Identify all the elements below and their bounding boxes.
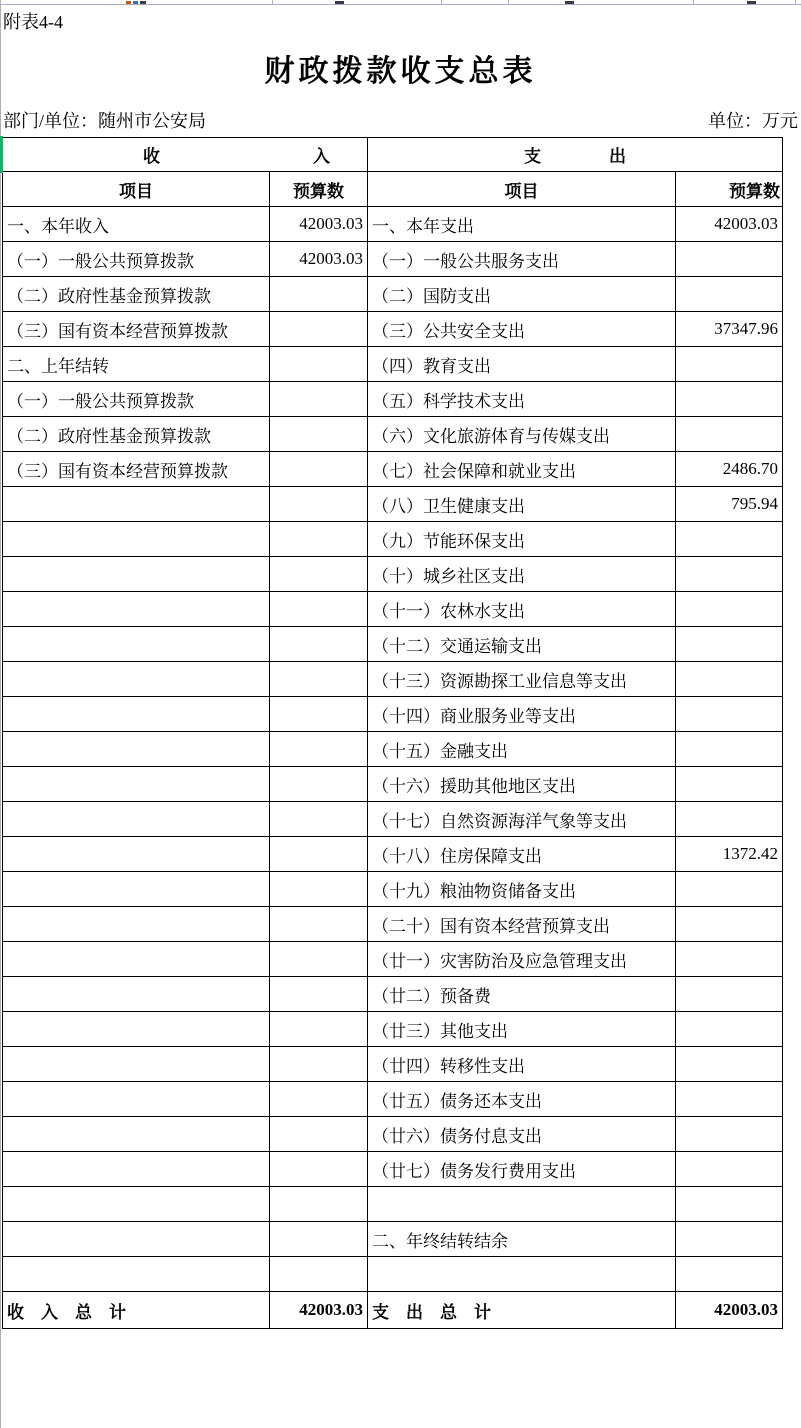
expense-value-cell[interactable]: 795.94 [676, 487, 782, 522]
expense-item-cell[interactable]: （十五）金融支出 [368, 732, 676, 767]
income-item-cell[interactable] [3, 627, 270, 662]
gridline-tick [272, 0, 273, 5]
expense-item-cell[interactable]: （十一）农林水支出 [368, 592, 676, 627]
expense-value-cell[interactable] [676, 347, 782, 382]
expense-item-cell[interactable]: （十二）交通运输支出 [368, 627, 676, 662]
expense-item-cell[interactable] [368, 1187, 676, 1222]
expense-item-cell[interactable]: （十八）住房保障支出 [368, 837, 676, 872]
income-value-cell[interactable] [270, 1222, 368, 1257]
expense-value-cell[interactable]: 42003.03 [676, 207, 782, 242]
income-value-cell[interactable] [270, 907, 368, 942]
income-item-cell[interactable] [3, 1012, 270, 1047]
expense-item-cell[interactable]: （廿三）其他支出 [368, 1012, 676, 1047]
expense-value-cell[interactable] [676, 557, 782, 592]
income-value-cell[interactable] [270, 522, 368, 557]
expense-value-cell[interactable] [676, 1187, 782, 1222]
expense-item-cell[interactable]: （十三）资源勘探工业信息等支出 [368, 662, 676, 697]
expense-value-cell[interactable] [676, 1082, 782, 1117]
income-item-cell[interactable] [3, 872, 270, 907]
expense-item-cell[interactable]: （十）城乡社区支出 [368, 557, 676, 592]
income-item-cell[interactable] [3, 662, 270, 697]
income-item-cell[interactable] [3, 1222, 270, 1257]
expense-item-cell[interactable] [368, 1257, 676, 1292]
income-value-cell[interactable] [270, 977, 368, 1012]
expense-value-cell[interactable] [676, 1257, 782, 1292]
expense-value-cell[interactable] [676, 907, 782, 942]
income-item-cell[interactable]: （一）一般公共预算拨款 [3, 382, 270, 417]
income-budget-column-header[interactable]: 预算数 [270, 172, 368, 207]
expense-value-cell[interactable] [676, 382, 782, 417]
budget-table [2, 137, 783, 1329]
expense-item-cell[interactable]: （十六）援助其他地区支出 [368, 767, 676, 802]
currency-unit-label[interactable]: 单位：万元 [708, 111, 798, 131]
expense-value-cell[interactable] [676, 242, 782, 277]
gridline-tick [795, 0, 796, 5]
active-cell-indicator [0, 136, 3, 173]
expense-total-label-cell[interactable]: 支 出 总 计 [368, 1292, 676, 1328]
income-total-value-cell[interactable]: 42003.03 [270, 1292, 368, 1328]
expense-item-cell[interactable]: （廿六）债务付息支出 [368, 1117, 676, 1152]
income-value-cell[interactable] [270, 767, 368, 802]
expense-item-cell[interactable]: （一）一般公共服务支出 [368, 242, 676, 277]
income-value-cell[interactable] [270, 417, 368, 452]
expense-value-cell[interactable] [676, 522, 782, 557]
income-item-cell[interactable] [3, 1187, 270, 1222]
expense-value-cell[interactable] [676, 977, 782, 1012]
income-item-cell[interactable] [3, 1257, 270, 1292]
text-fragment [133, 1, 138, 4]
expense-value-cell[interactable] [676, 942, 782, 977]
text-fragment [140, 1, 146, 4]
income-item-cell[interactable] [3, 977, 270, 1012]
income-value-cell[interactable]: 42003.03 [270, 207, 368, 242]
income-value-cell[interactable] [270, 1152, 368, 1187]
expense-value-cell[interactable] [676, 1152, 782, 1187]
income-section-header[interactable]: 收 入 [3, 138, 368, 172]
expense-section-header[interactable]: 支 出 [368, 138, 782, 172]
income-value-cell[interactable] [270, 382, 368, 417]
expense-value-cell[interactable] [676, 592, 782, 627]
report-title[interactable]: 财政拨款收支总表 [264, 55, 537, 88]
income-value-cell[interactable] [270, 1187, 368, 1222]
income-value-cell[interactable] [270, 697, 368, 732]
income-value-cell[interactable] [270, 627, 368, 662]
gridline-tick [508, 0, 509, 5]
expense-item-cell[interactable]: （廿二）预备费 [368, 977, 676, 1012]
income-value-cell[interactable] [270, 942, 368, 977]
left-gridline [0, 0, 1, 1428]
expense-value-cell[interactable] [676, 1222, 782, 1257]
income-value-cell[interactable] [270, 732, 368, 767]
income-value-cell[interactable] [270, 802, 368, 837]
expense-value-cell[interactable] [676, 732, 782, 767]
expense-value-cell[interactable] [676, 767, 782, 802]
income-value-cell[interactable] [270, 347, 368, 382]
income-value-cell[interactable] [270, 1082, 368, 1117]
expense-item-cell[interactable]: （廿四）转移性支出 [368, 1047, 676, 1082]
income-value-cell[interactable] [270, 872, 368, 907]
income-item-cell[interactable] [3, 1047, 270, 1082]
expense-item-cell[interactable]: （五）科学技术支出 [368, 382, 676, 417]
expense-item-cell[interactable]: 一、本年支出 [368, 207, 676, 242]
expense-value-cell[interactable] [676, 1047, 782, 1082]
income-item-cell[interactable] [3, 837, 270, 872]
text-fragment [565, 1, 574, 4]
expense-value-cell[interactable]: 37347.96 [676, 312, 782, 347]
income-value-cell[interactable] [270, 1117, 368, 1152]
expense-item-cell[interactable]: （二）国防支出 [368, 277, 676, 312]
expense-item-cell[interactable]: （廿一）灾害防治及应急管理支出 [368, 942, 676, 977]
expense-total-value-cell[interactable]: 42003.03 [714, 1300, 778, 1319]
expense-value-cell[interactable] [676, 802, 782, 837]
income-item-cell[interactable]: （一）一般公共预算拨款 [3, 242, 270, 277]
income-item-cell[interactable]: （二）政府性基金预算拨款 [3, 277, 270, 312]
income-value-cell[interactable] [270, 312, 368, 347]
income-item-cell[interactable] [3, 732, 270, 767]
text-fragment [747, 1, 756, 4]
income-item-cell[interactable] [3, 592, 270, 627]
income-value-cell[interactable] [270, 592, 368, 627]
expense-value-cell[interactable]: 2486.70 [676, 452, 782, 487]
income-value-cell[interactable] [270, 1012, 368, 1047]
income-value-cell[interactable] [270, 487, 368, 522]
partial-row-above [0, 0, 801, 5]
expense-item-cell[interactable]: （十四）商业服务业等支出 [368, 697, 676, 732]
expense-value-cell[interactable] [676, 277, 782, 312]
income-value-cell[interactable] [270, 277, 368, 312]
text-fragment [126, 1, 131, 4]
expense-value-cell[interactable] [676, 1117, 782, 1152]
income-item-cell[interactable] [3, 487, 270, 522]
income-item-cell[interactable]: 二、上年结转 [3, 347, 270, 382]
expense-item-cell[interactable]: （二十）国有资本经营预算支出 [368, 907, 676, 942]
expense-value-cell[interactable] [676, 872, 782, 907]
expense-item-cell[interactable]: （八）卫生健康支出 [368, 487, 676, 522]
income-item-cell[interactable] [3, 942, 270, 977]
income-total-label-cell[interactable]: 收 入 总 计 [3, 1292, 270, 1328]
income-value-cell[interactable] [270, 557, 368, 592]
income-item-cell[interactable]: （三）国有资本经营预算拨款 [3, 452, 270, 487]
income-item-cell[interactable] [3, 767, 270, 802]
income-item-cell[interactable]: （三）国有资本经营预算拨款 [3, 312, 270, 347]
expense-value-cell[interactable] [676, 662, 782, 697]
text-fragment [335, 1, 344, 4]
gridline-tick [441, 0, 442, 5]
expense-item-cell[interactable]: （廿七）债务发行费用支出 [368, 1152, 676, 1187]
expense-value-cell[interactable] [676, 1012, 782, 1047]
expense-value-cell[interactable] [676, 697, 782, 732]
income-value-cell[interactable] [270, 837, 368, 872]
expense-item-cell[interactable]: （四）教育支出 [368, 347, 676, 382]
income-item-cell[interactable]: （二）政府性基金预算拨款 [3, 417, 270, 452]
income-item-cell[interactable]: 一、本年收入 [3, 207, 270, 242]
expense-value-cell[interactable] [676, 627, 782, 662]
income-item-cell[interactable] [3, 1117, 270, 1152]
income-item-cell[interactable] [3, 1152, 270, 1187]
income-value-cell[interactable] [270, 1047, 368, 1082]
expense-item-column-header[interactable]: 项目 [368, 172, 676, 207]
expense-item-cell[interactable]: （三）公共安全支出 [368, 312, 676, 347]
sheet-label[interactable]: 附表4-4 [3, 12, 63, 32]
expense-item-cell[interactable]: （十九）粮油物资储备支出 [368, 872, 676, 907]
income-item-cell[interactable] [3, 907, 270, 942]
expense-item-cell[interactable]: 二、年终结转结余 [368, 1222, 676, 1257]
income-item-cell[interactable] [3, 522, 270, 557]
expense-value-cell[interactable]: 1372.42 [676, 837, 782, 872]
income-item-cell[interactable] [3, 557, 270, 592]
expense-budget-column-header[interactable]: 预算数 [676, 172, 782, 207]
income-item-cell[interactable] [3, 1082, 270, 1117]
expense-item-cell[interactable]: （七）社会保障和就业支出 [368, 452, 676, 487]
department-unit-label[interactable]: 部门/单位：随州市公安局 [3, 111, 206, 131]
income-item-column-header[interactable]: 项目 [3, 172, 270, 207]
expense-value-cell[interactable] [676, 417, 782, 452]
income-value-cell[interactable] [270, 1257, 368, 1292]
income-item-cell[interactable] [3, 802, 270, 837]
income-value-cell[interactable]: 42003.03 [270, 242, 368, 277]
income-item-cell[interactable] [3, 697, 270, 732]
gridline-tick [693, 0, 694, 5]
expense-item-cell[interactable]: （廿五）债务还本支出 [368, 1082, 676, 1117]
expense-item-cell[interactable]: （十七）自然资源海洋气象等支出 [368, 802, 676, 837]
income-value-cell[interactable] [270, 662, 368, 697]
expense-item-cell[interactable]: （六）文化旅游体育与传媒支出 [368, 417, 676, 452]
expense-item-cell[interactable]: （九）节能环保支出 [368, 522, 676, 557]
income-value-cell[interactable] [270, 452, 368, 487]
